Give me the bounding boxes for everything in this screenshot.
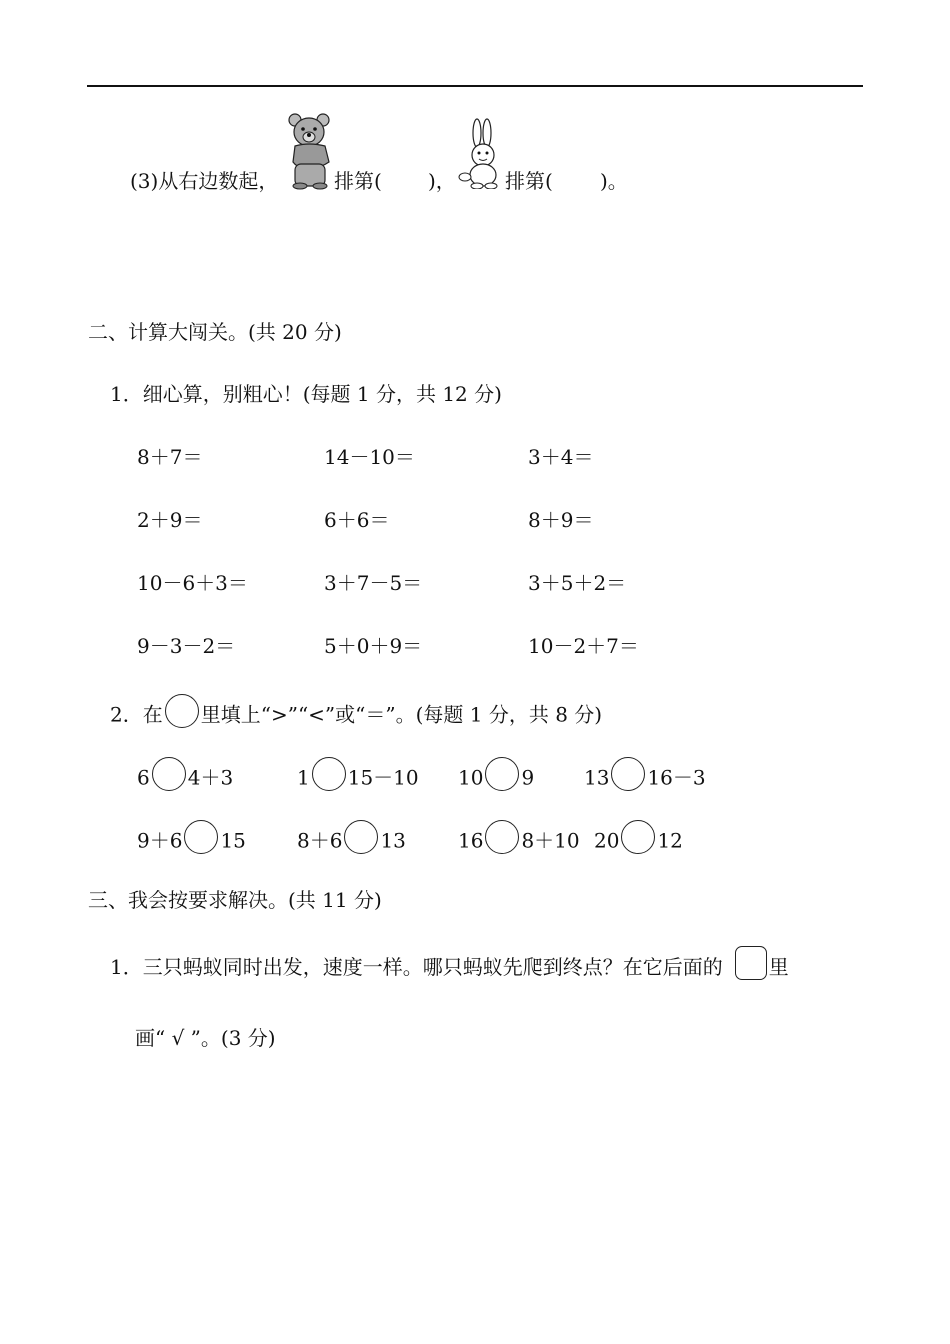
- compare-item: 6 4＋3: [137, 767, 233, 791]
- calc-item: 3＋4＝: [528, 445, 594, 469]
- calc-item: 2＋9＝: [137, 508, 203, 532]
- answer-circle[interactable]: [485, 820, 519, 854]
- answer-circle[interactable]: [165, 694, 199, 728]
- calc-item: 10－2＋7＝: [528, 634, 639, 658]
- answer-circle[interactable]: [485, 757, 519, 791]
- s3-q1-line1: 1．三只蚂蚁同时出发，速度一样。哪只蚂蚁先爬到终点？在它后面的 里: [110, 957, 789, 980]
- calc-item: 6＋6＝: [324, 508, 390, 532]
- compare-item: 9＋6 15: [137, 830, 246, 854]
- compare-item: 8＋6 13: [297, 830, 406, 854]
- answer-circle[interactable]: [611, 757, 645, 791]
- calc-item: 9－3－2＝: [137, 634, 236, 658]
- compare-item: 10 9: [458, 767, 534, 791]
- answer-circle[interactable]: [312, 757, 346, 791]
- rank2-label: 排第(: [505, 169, 553, 193]
- rank1-label: 排第(: [334, 169, 382, 193]
- compare-item: 20 12: [594, 830, 683, 854]
- calc-item: 8＋7＝: [137, 445, 203, 469]
- q3-prefix: (3)从右边数起，: [130, 169, 279, 193]
- compare-item: 16 8＋10: [458, 830, 580, 854]
- calc-item: 14－10＝: [324, 445, 415, 469]
- compare-item: 1 15－10: [297, 767, 419, 791]
- calc-item: 10－6＋3＝: [137, 571, 248, 595]
- answer-circle[interactable]: [621, 820, 655, 854]
- calc-item: 3＋5＋2＝: [528, 571, 627, 595]
- compare-item: 13 16－3: [584, 767, 706, 791]
- top-rule: [87, 85, 863, 87]
- section2-title: 二、计算大闯关。(共 20 分): [88, 320, 342, 344]
- calc-item: 5＋0＋9＝: [324, 634, 423, 658]
- rabbit-icon: [457, 117, 505, 189]
- calc-item: 8＋9＝: [528, 508, 594, 532]
- s3-q1-line2: 画“ √ ”。(3 分): [135, 1026, 276, 1050]
- q3-line: [130, 171, 278, 191]
- q2-title: 2．在 里填上“>”“<”或“＝”。(每题 1 分，共 8 分): [110, 704, 602, 728]
- bear-icon: [287, 112, 333, 190]
- answer-circle[interactable]: [152, 757, 186, 791]
- section3-title: 三、我会按要求解决。(共 11 分): [88, 888, 382, 912]
- answer-circle[interactable]: [184, 820, 218, 854]
- calc-item: 3＋7－5＝: [324, 571, 423, 595]
- rank2-close: )。: [600, 169, 628, 193]
- answer-circle[interactable]: [344, 820, 378, 854]
- q1-title: 1．细心算，别粗心！(每题 1 分，共 12 分): [110, 382, 502, 406]
- rank1-close: )，: [428, 169, 456, 193]
- answer-box[interactable]: [735, 946, 767, 980]
